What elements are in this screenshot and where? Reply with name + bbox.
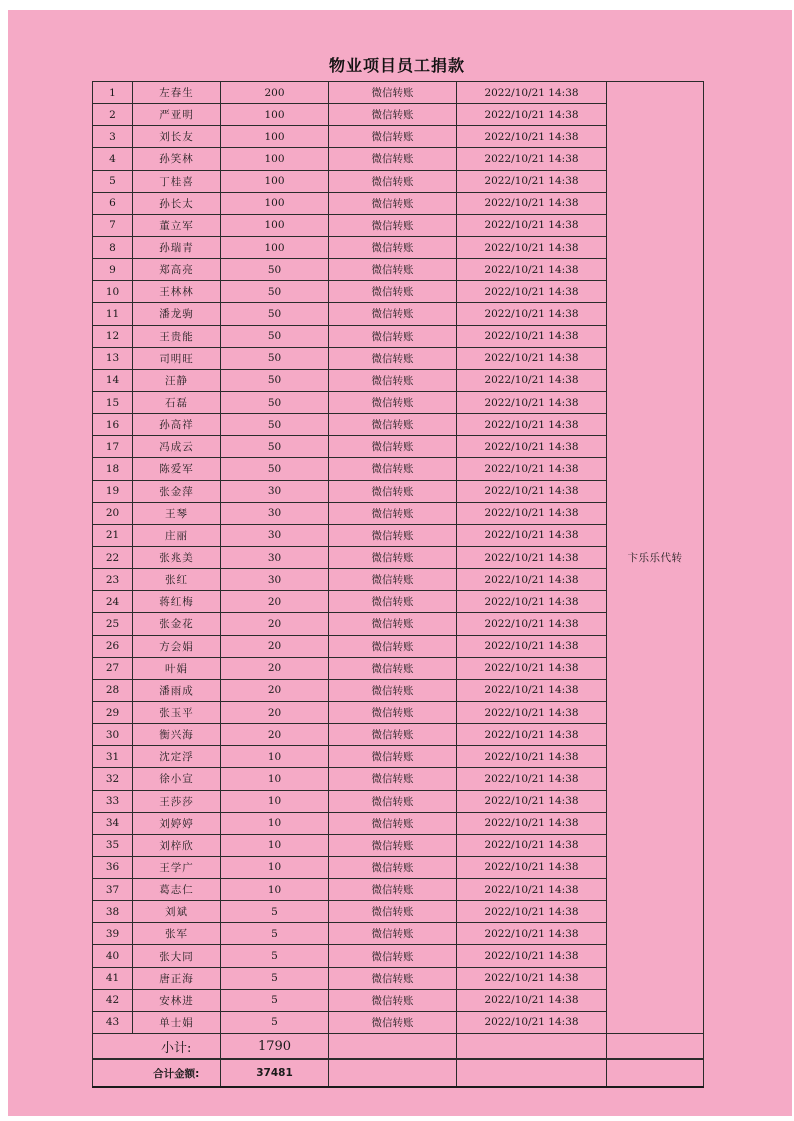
transfer-time: 2022/10/21 14:38 (457, 458, 607, 480)
donor-name: 张军 (133, 923, 221, 945)
subtotal-row (93, 1034, 704, 1060)
donation-amount: 20 (221, 613, 329, 635)
row-number: 30 (93, 724, 133, 746)
transfer-time: 2022/10/21 14:38 (457, 325, 607, 347)
row-number: 20 (93, 502, 133, 524)
transfer-time: 2022/10/21 14:38 (457, 812, 607, 834)
donation-table (92, 81, 704, 1088)
donation-amount: 30 (221, 524, 329, 546)
row-number: 43 (93, 1011, 133, 1033)
transfer-time: 2022/10/21 14:38 (457, 569, 607, 591)
row-number: 3 (93, 126, 133, 148)
transfer-time: 2022/10/21 14:38 (457, 436, 607, 458)
payment-method: 微信转账 (329, 502, 457, 524)
transfer-time: 2022/10/21 14:38 (457, 391, 607, 413)
donation-amount: 30 (221, 569, 329, 591)
row-number: 35 (93, 834, 133, 856)
total-label: 合计金额: (133, 1059, 221, 1087)
row-number: 13 (93, 347, 133, 369)
donation-amount: 20 (221, 701, 329, 723)
donation-amount: 30 (221, 502, 329, 524)
donation-table-body (93, 82, 704, 1088)
row-number: 33 (93, 790, 133, 812)
payment-method: 微信转账 (329, 923, 457, 945)
row-number: 34 (93, 812, 133, 834)
donor-name: 石磊 (133, 391, 221, 413)
payment-method: 微信转账 (329, 901, 457, 923)
donor-name: 张金花 (133, 613, 221, 635)
donor-name: 潘龙驹 (133, 303, 221, 325)
subtotal-empty-cell (457, 1034, 607, 1060)
transfer-time: 2022/10/21 14:38 (457, 192, 607, 214)
transfer-time: 2022/10/21 14:38 (457, 613, 607, 635)
row-number: 39 (93, 923, 133, 945)
donor-name: 单士娟 (133, 1011, 221, 1033)
transfer-time: 2022/10/21 14:38 (457, 369, 607, 391)
donor-name: 庄丽 (133, 524, 221, 546)
donor-name: 王琴 (133, 502, 221, 524)
row-number: 14 (93, 369, 133, 391)
donation-amount: 50 (221, 259, 329, 281)
donor-name: 汪静 (133, 369, 221, 391)
row-number: 2 (93, 104, 133, 126)
donor-name: 孙瑞青 (133, 236, 221, 258)
donor-name: 丁桂喜 (133, 170, 221, 192)
donor-name: 衡兴海 (133, 724, 221, 746)
donor-name: 严亚明 (133, 104, 221, 126)
donor-name: 司明旺 (133, 347, 221, 369)
donor-name: 刘梓欣 (133, 834, 221, 856)
payment-method: 微信转账 (329, 591, 457, 613)
donor-name: 左春生 (133, 82, 221, 104)
row-number: 38 (93, 901, 133, 923)
donor-name: 冯成云 (133, 436, 221, 458)
payment-method: 微信转账 (329, 458, 457, 480)
donation-amount: 100 (221, 170, 329, 192)
payment-method: 微信转账 (329, 126, 457, 148)
row-number: 16 (93, 414, 133, 436)
donor-name: 孙长太 (133, 192, 221, 214)
transfer-time: 2022/10/21 14:38 (457, 679, 607, 701)
payment-method: 微信转账 (329, 679, 457, 701)
payment-method: 微信转账 (329, 613, 457, 635)
transfer-time: 2022/10/21 14:38 (457, 901, 607, 923)
transfer-time: 2022/10/21 14:38 (457, 236, 607, 258)
transfer-time: 2022/10/21 14:38 (457, 989, 607, 1011)
row-number: 27 (93, 657, 133, 679)
payment-method: 微信转账 (329, 236, 457, 258)
donation-amount: 100 (221, 104, 329, 126)
donation-amount: 10 (221, 768, 329, 790)
donation-amount: 5 (221, 989, 329, 1011)
transfer-time: 2022/10/21 14:38 (457, 768, 607, 790)
donation-amount: 20 (221, 591, 329, 613)
row-number: 18 (93, 458, 133, 480)
donor-name: 郑高亮 (133, 259, 221, 281)
payment-method: 微信转账 (329, 856, 457, 878)
total-value: 37481 (221, 1059, 329, 1087)
transfer-time: 2022/10/21 14:38 (457, 148, 607, 170)
donation-amount: 10 (221, 856, 329, 878)
row-number: 19 (93, 480, 133, 502)
donor-name: 刘长友 (133, 126, 221, 148)
donation-amount: 100 (221, 236, 329, 258)
total-empty-cell (457, 1059, 607, 1087)
donor-name: 蒋红梅 (133, 591, 221, 613)
payment-method: 微信转账 (329, 945, 457, 967)
donor-name: 沈定浮 (133, 746, 221, 768)
payment-method: 微信转账 (329, 303, 457, 325)
transfer-time: 2022/10/21 14:38 (457, 657, 607, 679)
total-spacer (93, 1059, 133, 1087)
donor-name: 王莎莎 (133, 790, 221, 812)
donation-amount: 10 (221, 879, 329, 901)
transfer-time: 2022/10/21 14:38 (457, 546, 607, 568)
transfer-time: 2022/10/21 14:38 (457, 281, 607, 303)
payment-method: 微信转账 (329, 635, 457, 657)
row-number: 31 (93, 746, 133, 768)
transfer-time: 2022/10/21 14:38 (457, 104, 607, 126)
donation-amount: 10 (221, 812, 329, 834)
transfer-time: 2022/10/21 14:38 (457, 834, 607, 856)
payment-method: 微信转账 (329, 414, 457, 436)
donation-amount: 100 (221, 192, 329, 214)
subtotal-spacer (93, 1034, 133, 1060)
row-number: 23 (93, 569, 133, 591)
payment-method: 微信转账 (329, 347, 457, 369)
row-number: 1 (93, 82, 133, 104)
payment-method: 微信转账 (329, 259, 457, 281)
donation-amount: 5 (221, 923, 329, 945)
row-number: 8 (93, 236, 133, 258)
donation-amount: 30 (221, 480, 329, 502)
payment-method: 微信转账 (329, 701, 457, 723)
donation-amount: 50 (221, 391, 329, 413)
payment-method: 微信转账 (329, 148, 457, 170)
transfer-time: 2022/10/21 14:38 (457, 524, 607, 546)
subtotal-label: 小计: (133, 1034, 221, 1060)
donor-name: 安林进 (133, 989, 221, 1011)
row-number: 7 (93, 214, 133, 236)
donation-amount: 50 (221, 414, 329, 436)
row-number: 5 (93, 170, 133, 192)
transfer-time: 2022/10/21 14:38 (457, 724, 607, 746)
donation-amount: 5 (221, 1011, 329, 1033)
payment-method: 微信转账 (329, 812, 457, 834)
transfer-time: 2022/10/21 14:38 (457, 82, 607, 104)
donation-amount: 20 (221, 657, 329, 679)
payment-method: 微信转账 (329, 989, 457, 1011)
subtotal-empty-cell (329, 1034, 457, 1060)
payment-method: 微信转账 (329, 480, 457, 502)
row-number: 17 (93, 436, 133, 458)
donor-name: 王学广 (133, 856, 221, 878)
payment-method: 微信转账 (329, 369, 457, 391)
payment-method: 微信转账 (329, 657, 457, 679)
donor-name: 陈爱军 (133, 458, 221, 480)
transfer-time: 2022/10/21 14:38 (457, 945, 607, 967)
transfer-time: 2022/10/21 14:38 (457, 701, 607, 723)
donation-amount: 5 (221, 945, 329, 967)
row-number: 21 (93, 524, 133, 546)
total-empty-cell (329, 1059, 457, 1087)
subtotal-empty-cell (607, 1034, 704, 1060)
donation-amount: 50 (221, 458, 329, 480)
transfer-time: 2022/10/21 14:38 (457, 502, 607, 524)
transfer-time: 2022/10/21 14:38 (457, 126, 607, 148)
donor-name: 刘斌 (133, 901, 221, 923)
donation-amount: 50 (221, 369, 329, 391)
donation-amount: 100 (221, 126, 329, 148)
payment-method: 微信转账 (329, 834, 457, 856)
donor-name: 张金萍 (133, 480, 221, 502)
donation-amount: 100 (221, 148, 329, 170)
document-title: 物业项目员工捐款 (328, 56, 465, 75)
payment-method: 微信转账 (329, 436, 457, 458)
donor-name: 张兆美 (133, 546, 221, 568)
payment-method: 微信转账 (329, 391, 457, 413)
donation-amount: 50 (221, 303, 329, 325)
payment-method: 微信转账 (329, 746, 457, 768)
transfer-time: 2022/10/21 14:38 (457, 967, 607, 989)
donation-amount: 5 (221, 967, 329, 989)
row-number: 32 (93, 768, 133, 790)
payment-method: 微信转账 (329, 967, 457, 989)
payment-method: 微信转账 (329, 768, 457, 790)
donor-name: 孙高祥 (133, 414, 221, 436)
transfer-time: 2022/10/21 14:38 (457, 214, 607, 236)
donor-name: 刘婷婷 (133, 812, 221, 834)
row-number: 15 (93, 391, 133, 413)
transfer-time: 2022/10/21 14:38 (457, 790, 607, 812)
transfer-time: 2022/10/21 14:38 (457, 856, 607, 878)
donation-amount: 50 (221, 347, 329, 369)
donor-name: 张大同 (133, 945, 221, 967)
donor-name: 葛志仁 (133, 879, 221, 901)
payment-method: 微信转账 (329, 790, 457, 812)
donor-name: 方会娟 (133, 635, 221, 657)
row-number: 37 (93, 879, 133, 901)
donation-amount: 50 (221, 281, 329, 303)
row-number: 42 (93, 989, 133, 1011)
donor-name: 潘雨成 (133, 679, 221, 701)
total-empty-cell (607, 1059, 704, 1087)
donation-amount: 5 (221, 901, 329, 923)
row-number: 40 (93, 945, 133, 967)
total-row (93, 1059, 704, 1087)
table-row (93, 82, 704, 104)
donation-amount: 30 (221, 546, 329, 568)
donation-amount: 20 (221, 679, 329, 701)
donation-amount: 10 (221, 746, 329, 768)
row-number: 24 (93, 591, 133, 613)
payment-method: 微信转账 (329, 879, 457, 901)
donation-amount: 50 (221, 436, 329, 458)
payment-method: 微信转账 (329, 325, 457, 347)
row-number: 26 (93, 635, 133, 657)
donor-name: 叶娟 (133, 657, 221, 679)
payment-method: 微信转账 (329, 281, 457, 303)
donation-amount: 200 (221, 82, 329, 104)
row-number: 11 (93, 303, 133, 325)
donor-name: 徐小宣 (133, 768, 221, 790)
donation-amount: 50 (221, 325, 329, 347)
payment-method: 微信转账 (329, 170, 457, 192)
donation-amount: 10 (221, 790, 329, 812)
donor-name: 张红 (133, 569, 221, 591)
donation-amount: 20 (221, 635, 329, 657)
row-number: 6 (93, 192, 133, 214)
donation-amount: 10 (221, 834, 329, 856)
payment-method: 微信转账 (329, 1011, 457, 1033)
payment-method: 微信转账 (329, 214, 457, 236)
transfer-time: 2022/10/21 14:38 (457, 303, 607, 325)
transfer-time: 2022/10/21 14:38 (457, 480, 607, 502)
row-number: 41 (93, 967, 133, 989)
transfer-time: 2022/10/21 14:38 (457, 170, 607, 192)
row-number: 29 (93, 701, 133, 723)
transfer-time: 2022/10/21 14:38 (457, 1011, 607, 1033)
row-number: 10 (93, 281, 133, 303)
transfer-time: 2022/10/21 14:38 (457, 591, 607, 613)
donor-name: 张玉平 (133, 701, 221, 723)
transfer-time: 2022/10/21 14:38 (457, 746, 607, 768)
payment-method: 微信转账 (329, 546, 457, 568)
donor-name: 孙笑林 (133, 148, 221, 170)
subtotal-value: 1790 (221, 1034, 329, 1060)
transfer-note: 卞乐乐代转 (607, 82, 704, 1034)
transfer-time: 2022/10/21 14:38 (457, 414, 607, 436)
transfer-time: 2022/10/21 14:38 (457, 347, 607, 369)
row-number: 12 (93, 325, 133, 347)
payment-method: 微信转账 (329, 104, 457, 126)
payment-method: 微信转账 (329, 724, 457, 746)
donation-amount: 100 (221, 214, 329, 236)
donor-name: 董立军 (133, 214, 221, 236)
row-number: 4 (93, 148, 133, 170)
row-number: 36 (93, 856, 133, 878)
donor-name: 王林林 (133, 281, 221, 303)
row-number: 22 (93, 546, 133, 568)
donor-name: 唐正海 (133, 967, 221, 989)
transfer-time: 2022/10/21 14:38 (457, 635, 607, 657)
transfer-time: 2022/10/21 14:38 (457, 879, 607, 901)
transfer-time: 2022/10/21 14:38 (457, 259, 607, 281)
transfer-time: 2022/10/21 14:38 (457, 923, 607, 945)
row-number: 9 (93, 259, 133, 281)
row-number: 28 (93, 679, 133, 701)
payment-method: 微信转账 (329, 192, 457, 214)
payment-method: 微信转账 (329, 569, 457, 591)
payment-method: 微信转账 (329, 524, 457, 546)
row-number: 25 (93, 613, 133, 635)
donation-amount: 20 (221, 724, 329, 746)
payment-method: 微信转账 (329, 82, 457, 104)
donor-name: 王贵能 (133, 325, 221, 347)
